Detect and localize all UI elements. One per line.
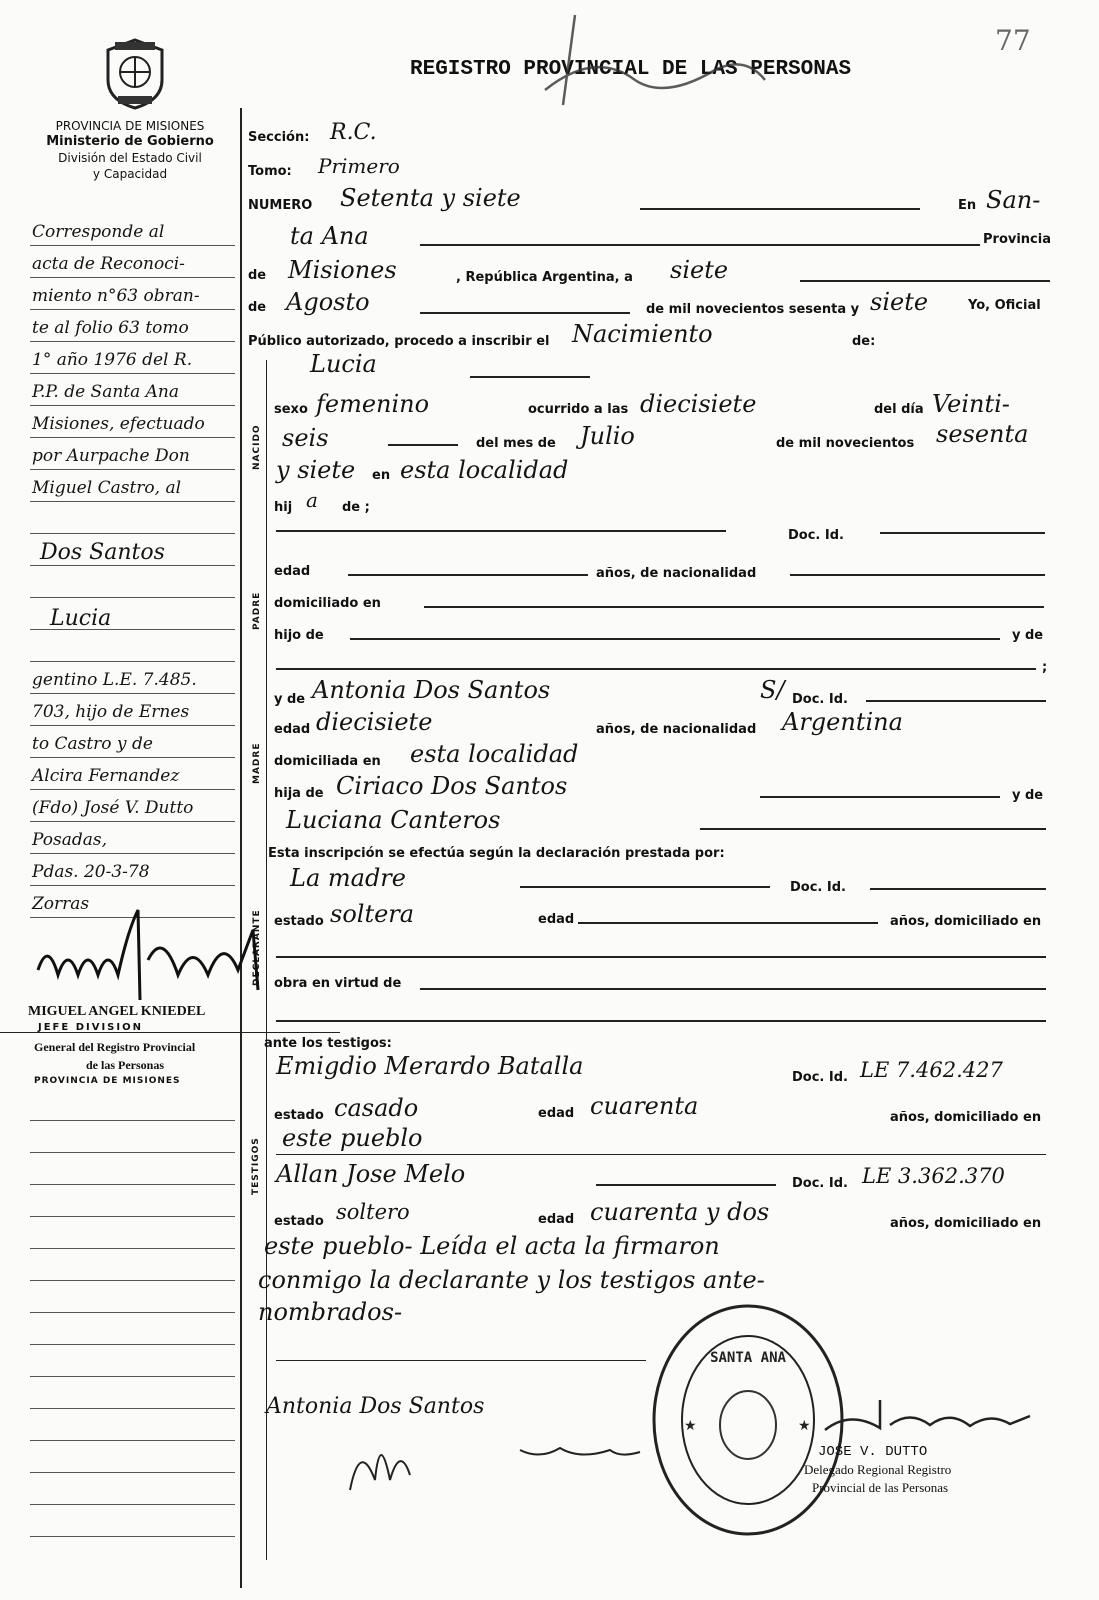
margin-line: Misiones, efectuado xyxy=(32,414,205,434)
margin-line: Corresponde al xyxy=(32,222,165,242)
svg-text:★: ★ xyxy=(798,1418,811,1434)
declarante-estado-value: soltera xyxy=(330,900,415,928)
officer-signature xyxy=(820,1390,1040,1450)
numero-value: Setenta y siete xyxy=(340,184,521,212)
testigo1-value: Emigdio Merardo Batalla xyxy=(276,1052,584,1080)
madre-domicilio-label: domiciliada en xyxy=(274,754,381,769)
testigo2-edad-label: edad xyxy=(538,1212,575,1227)
ocurrido-label: ocurrido a las xyxy=(528,402,629,417)
padre-edad-label: edad xyxy=(274,564,311,579)
official-seal xyxy=(648,1300,848,1540)
margin-line: 1° año 1976 del R. xyxy=(32,350,193,370)
dia-nac-value-1: Veinti- xyxy=(932,390,1010,418)
margin-line: Miguel Castro, al xyxy=(32,478,182,498)
margin-signer-title-3: de las Personas xyxy=(86,1058,164,1072)
en-label-2: en xyxy=(372,468,391,483)
madre-padre-value: Ciriaco Dos Santos xyxy=(336,772,568,800)
dia-value: siete xyxy=(670,256,729,284)
margin-line: gentino L.E. 7.485. xyxy=(32,670,197,690)
testigo2-value: Allan Jose Melo xyxy=(276,1160,466,1188)
madre-y-de-label: y de xyxy=(274,692,306,707)
margin-signature xyxy=(28,890,268,1010)
anio-value: siete xyxy=(870,288,929,316)
testigo2-estado-label: estado xyxy=(274,1214,324,1229)
margin-line: te al folio 63 tomo xyxy=(32,318,189,338)
seccion-value: R.C. xyxy=(330,120,377,145)
obra-label: obra en virtud de xyxy=(274,976,402,991)
header-signature xyxy=(515,10,775,110)
republica-label: , República Argentina, a xyxy=(456,270,633,285)
nombre-value: Lucia xyxy=(310,350,377,378)
padre-nac-label: años, de nacionalidad xyxy=(596,566,757,581)
page-title: REGISTRO PROVINCIAL DE LAS PERSONAS xyxy=(410,58,852,81)
padre-y-de-label: y de xyxy=(1012,628,1044,643)
margin-line: to Castro y de xyxy=(32,734,153,754)
margin-signer-title-4: PROVINCIA DE MISIONES xyxy=(34,1076,181,1086)
seal-outer-text xyxy=(0,0,36,1)
margin-line: (Fdo) José V. Dutto xyxy=(32,798,194,818)
madre-edad-label: edad xyxy=(274,722,311,737)
en-label: En xyxy=(958,198,977,213)
testigo1-dom-value: este pueblo xyxy=(282,1124,423,1152)
margin-line: Zorras xyxy=(32,894,90,914)
margin-line: Lucia xyxy=(50,606,112,631)
madre-nombre-value: Antonia Dos Santos xyxy=(312,676,551,704)
madre-nac-value: Argentina xyxy=(782,708,903,736)
anio-nac-value-2: y siete xyxy=(276,456,356,484)
margin-signer-title: JEFE DIVISION xyxy=(38,1022,143,1033)
margin-line: Dos Santos xyxy=(40,540,165,565)
de-semicolon-label: de ; xyxy=(342,500,370,515)
testigo2-dom-label: años, domiciliado en xyxy=(890,1216,1042,1231)
testigo2-doc-value: LE 3.362.370 xyxy=(862,1164,1005,1188)
svg-text:★: ★ xyxy=(684,1418,697,1434)
testigo1-estado-value: casado xyxy=(334,1094,419,1122)
province-name: PROVINCIA DE MISIONES xyxy=(55,119,205,133)
left-divider xyxy=(240,108,242,1588)
madre-doc-value: S/ xyxy=(760,676,785,704)
madre-domicilio-value: esta localidad xyxy=(410,740,579,768)
en-value-2: ta Ana xyxy=(290,222,369,250)
margin-line: Alcira Fernandez xyxy=(32,766,180,786)
padre-hijo-de-label: hijo de xyxy=(274,628,324,643)
margin-line: Posadas, xyxy=(32,830,107,850)
testigo1-edad-value: cuarenta xyxy=(590,1092,699,1120)
seal-center-text xyxy=(714,1352,719,1353)
tomo-value: Primero xyxy=(318,154,400,178)
tomo-label: Tomo: xyxy=(248,164,292,179)
margin-line: P.P. de Santa Ana xyxy=(32,382,180,402)
mes-value: Agosto xyxy=(286,288,370,316)
margin-signer-title-2: General del Registro Provincial xyxy=(34,1040,196,1054)
de-label: de xyxy=(248,268,267,283)
testigo2-estado-value: soltero xyxy=(336,1200,410,1224)
officer-title-2: Provincial de las Personas xyxy=(812,1480,949,1495)
numero-label: NUMERO xyxy=(248,198,313,213)
declarante-estado-label: estado xyxy=(274,914,324,929)
seccion-label: Sección: xyxy=(248,130,310,145)
acto-value: Nacimiento xyxy=(572,320,713,348)
margin-signer-name: MIGUEL ANGEL KNIEDEL xyxy=(28,1004,206,1019)
margin-line: Pdas. 20-3-78 xyxy=(32,862,150,882)
yo-oficial-label: Yo, Oficial xyxy=(968,298,1041,313)
division-name: División del Estado Civil xyxy=(58,151,202,165)
declarante-value: La madre xyxy=(290,864,406,892)
en-value-1: San- xyxy=(986,186,1041,214)
mil-novecientos-label: de mil novecientos sesenta y xyxy=(646,302,860,317)
side-label-nacido: NACIDO xyxy=(252,424,262,470)
ante-testigos-label: ante los testigos: xyxy=(264,1036,392,1051)
margin-line: 703, hijo de Ernes xyxy=(32,702,190,722)
closing-line-3: nombrados- xyxy=(258,1298,403,1326)
testigo1-edad-label: edad xyxy=(538,1106,575,1121)
padre-semicolon: ; xyxy=(1042,660,1048,675)
side-label-padre: PADRE xyxy=(252,591,262,630)
witness-signatures xyxy=(320,1420,650,1500)
testigo2-doc-label: Doc. Id. xyxy=(792,1176,848,1191)
sexo-label: sexo xyxy=(274,402,308,417)
padre-doc-label: Doc. Id. xyxy=(788,528,844,543)
side-label-declarante: DECLARANTE xyxy=(252,909,262,986)
officer-title-1: Delegado Regional Registro xyxy=(804,1462,952,1477)
inscripcion-label: Esta inscripción se efectúa según la declaración prestada por: xyxy=(268,846,725,861)
dia-nac-value-2: seis xyxy=(282,424,329,452)
testigo1-doc-value: LE 7.462.427 xyxy=(860,1058,1003,1082)
del-dia-label: del día xyxy=(874,402,924,417)
provincia-value: Misiones xyxy=(288,256,397,284)
side-label-madre: MADRE xyxy=(252,742,262,784)
page-number: 77 xyxy=(995,24,1031,57)
mil-nov-label-2: de mil novecientos xyxy=(776,436,915,451)
margin-line: acta de Reconoci- xyxy=(32,254,185,274)
coat-of-arms-logo xyxy=(100,36,170,112)
madre-madre-value: Luciana Canteros xyxy=(286,806,501,834)
de-colon-label: de: xyxy=(852,334,876,349)
madre-y-de-label-2: y de xyxy=(1012,788,1044,803)
testigo1-doc-label: Doc. Id. xyxy=(792,1070,848,1085)
svg-text:SANTA ANA: SANTA ANA xyxy=(710,1350,786,1366)
testigo1-dom-label: años, domiciliado en xyxy=(890,1110,1042,1125)
mother-signature: Antonia Dos Santos xyxy=(266,1394,485,1419)
ministry-name: Ministerio de Gobierno xyxy=(46,134,214,149)
hij-label: hij xyxy=(274,500,293,515)
testigo1-estado-label: estado xyxy=(274,1108,324,1123)
hora-value: diecisiete xyxy=(640,390,757,418)
closing-line-1: este pueblo- Leída el acta la firmaron xyxy=(264,1232,720,1260)
declarante-doc-label: Doc. Id. xyxy=(790,880,846,895)
anio-nac-value-1: sesenta xyxy=(936,420,1029,448)
padre-domicilio-label: domiciliado en xyxy=(274,596,381,611)
madre-hija-de-label: hija de xyxy=(274,786,324,801)
madre-edad-value: diecisiete xyxy=(316,708,433,736)
de-label-2: de xyxy=(248,300,267,315)
closing-line-2: conmigo la declarante y los testigos ante- xyxy=(258,1266,765,1294)
margin-line: por Aurpache Don xyxy=(32,446,190,466)
hij-suffix-value: a xyxy=(306,488,318,512)
side-label-testigos: TESTIGOS xyxy=(251,1137,261,1195)
officer-name: JOSE V. DUTTO xyxy=(818,1444,928,1460)
sexo-value: femenino xyxy=(316,390,430,418)
declarante-edad-label: edad xyxy=(538,912,575,927)
del-mes-label: del mes de xyxy=(476,436,556,451)
declarante-dom-label: años, domiciliado en xyxy=(890,914,1042,929)
madre-nac-label: años, de nacionalidad xyxy=(596,722,757,737)
provincia-label: Provincia xyxy=(983,232,1051,247)
lugar-value: esta localidad xyxy=(400,456,569,484)
margin-line: miento n°63 obran- xyxy=(32,286,200,306)
division-name-2: y Capacidad xyxy=(92,167,168,181)
testigo2-edad-value: cuarenta y dos xyxy=(590,1198,770,1226)
madre-doc-label: Doc. Id. xyxy=(792,692,848,707)
mes-nac-value: Julio xyxy=(580,422,635,450)
publico-label: Público autorizado, procedo a inscribir el xyxy=(248,334,550,349)
